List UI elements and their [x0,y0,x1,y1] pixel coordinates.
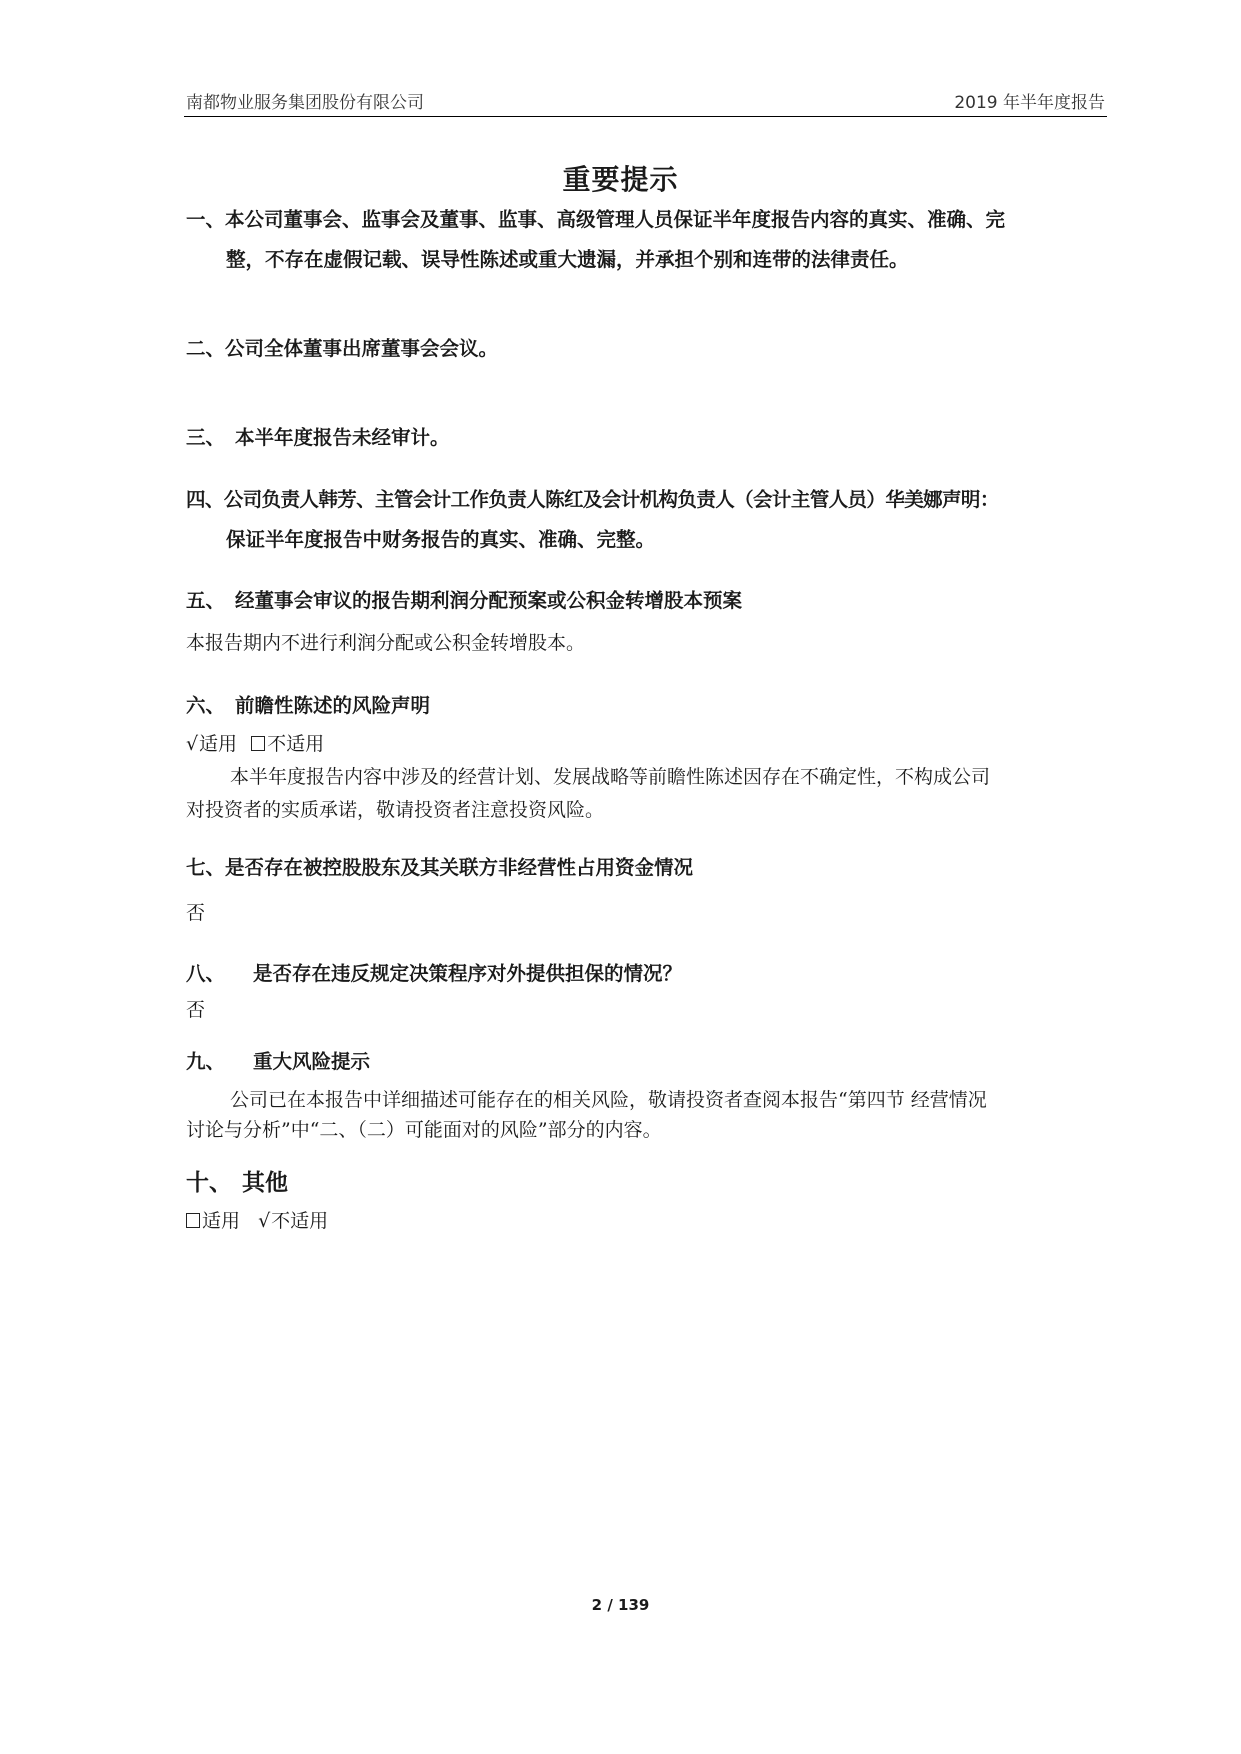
section-4-line2: 保证半年度报告中财务报告的真实、准确、完整。 [226,528,656,551]
section-9-heading [186,1046,370,1074]
section-9-text: 重大风险提示 [253,1050,371,1073]
section-6-heading [186,690,430,718]
section-7-body: 否 [186,902,206,924]
checkmark-icon: √ [186,733,199,755]
section-8-heading [186,958,682,986]
section-5-number: 五、 [186,589,226,612]
section-6-body-line1: 本半年度报告内容中涉及的经营计划、发展战略等前瞻性陈述因存在不确定性，不构成公司 [230,766,991,788]
section-4-number: 四、 [186,488,224,511]
section-5-heading [186,585,742,613]
section-7-heading [186,852,693,880]
option-applicable: 适用 [199,733,238,755]
section-8-text: 是否存在违反规定决策程序对外提供担保的情况？ [253,962,683,985]
section-5-body: 本报告期内不进行利润分配或公积金转增股本。 [186,632,586,654]
section-4-line1 [186,484,999,512]
section-1-text: 本公司董事会、监事会及董事、监事、高级管理人员保证半年度报告内容的真实、准确、完 [225,208,1006,231]
section-6-body-line2: 对投资者的实质承诺，敬请投资者注意投资风险。 [186,799,605,821]
section-10-heading [186,1164,288,1197]
option-not-applicable: 不适用 [267,733,325,755]
empty-checkbox-icon [186,1213,200,1228]
section-3 [186,422,450,450]
option-not-applicable: 不适用 [271,1210,329,1232]
checkmark-icon: √ [258,1210,271,1232]
section-7-text: 是否存在被控股股东及其关联方非经营性占用资金情况 [225,856,694,879]
section-4-text: 公司负责人韩芳、主管会计工作负责人陈红及会计机构负责人（会计主管人员）华美娜声明： [223,488,999,511]
section-9-number: 九、 [186,1050,226,1073]
section-7-number: 七、 [186,856,226,879]
section-2-number: 二、 [186,337,226,360]
section-1-line2: 整，不存在虚假记载、误导性陈述或重大遗漏，并承担个别和连带的法律责任。 [226,248,909,271]
section-6-text: 前瞻性陈述的风险声明 [235,694,431,717]
section-5-text: 经董事会审议的报告期利润分配预案或公积金转增股本预案 [235,589,743,612]
header-rule [184,116,1107,117]
section-9-body-line1: 公司已在本报告中详细描述可能存在的相关风险，敬请投资者查阅本报告“第四节 经营情况 [230,1089,987,1111]
section-2-text: 公司全体董事出席董事会会议。 [225,337,499,360]
section-10-options [186,1206,328,1233]
header-company: 南都物业服务集团股份有限公司 [186,93,424,113]
empty-checkbox-icon [251,736,265,751]
header-report-title: 2019 年半年度报告 [954,93,1105,113]
section-8-number: 八、 [186,962,226,985]
section-9-body-line2: 讨论与分析”中“二、（二）可能面对的风险”部分的内容。 [186,1119,662,1141]
section-3-number: 三、 [186,426,226,449]
section-8-body: 否 [186,999,206,1021]
section-2 [186,333,498,361]
section-10-number: 十、 [186,1170,232,1196]
section-6-options [186,729,324,756]
section-10-text: 其他 [242,1170,288,1196]
section-3-text: 本半年度报告未经审计。 [235,426,450,449]
page-title: 重要提示 [562,163,679,196]
section-1-line1 [186,204,1005,232]
section-6-number: 六、 [186,694,226,717]
option-applicable: 适用 [202,1210,241,1232]
page-number: 2 / 139 [591,1596,650,1614]
section-1-number: 一、 [186,208,226,231]
